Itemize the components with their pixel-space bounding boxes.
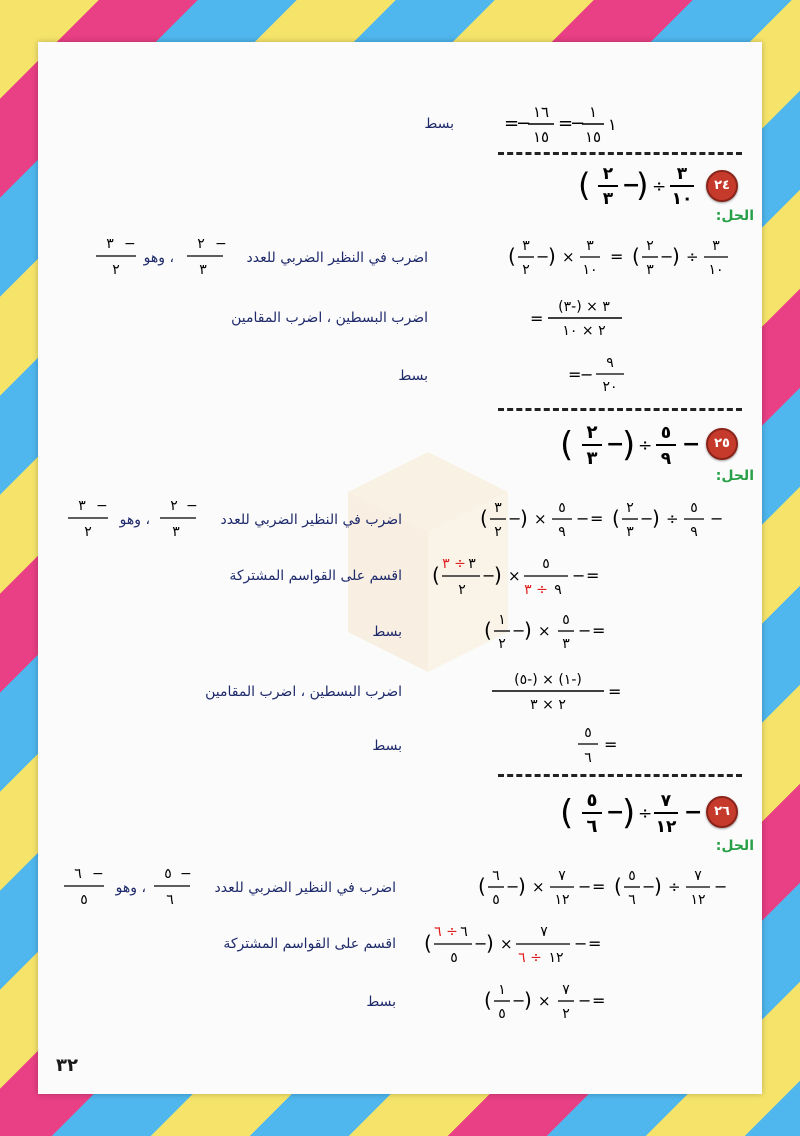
svg-text:−: − xyxy=(215,236,227,252)
svg-text:÷: ÷ xyxy=(686,248,699,266)
svg-text:−: − xyxy=(570,113,586,134)
problem-number-badge: ٢٥ xyxy=(706,428,738,460)
svg-text:٧: ٧ xyxy=(558,868,566,884)
svg-text:١٥: ١٥ xyxy=(584,128,602,146)
svg-text:(: ( xyxy=(478,874,486,898)
svg-text:١٢: ١٢ xyxy=(690,892,706,908)
svg-text:٢: ٢ xyxy=(602,164,614,184)
divider xyxy=(498,408,742,411)
svg-text:(: ( xyxy=(508,244,516,268)
svg-text:٣: ٣ xyxy=(626,524,634,540)
svg-text:): ) xyxy=(622,793,636,833)
svg-text:): ) xyxy=(672,244,680,268)
svg-text:): ) xyxy=(518,874,526,898)
svg-text:): ) xyxy=(548,244,556,268)
svg-text:): ) xyxy=(520,506,528,530)
svg-text:٣: ٣ xyxy=(586,448,598,469)
svg-text:=: = xyxy=(586,566,600,585)
svg-text:٦: ٦ xyxy=(628,892,636,908)
problem-question xyxy=(576,160,706,212)
svg-text:٢: ٢ xyxy=(170,498,178,514)
svg-text:٣: ٣ xyxy=(586,238,594,254)
svg-text:٥: ٥ xyxy=(164,866,172,882)
svg-text:(: ( xyxy=(560,793,574,833)
svg-text:١٠: ١٠ xyxy=(671,189,693,209)
solution-label: الحل: xyxy=(715,838,754,854)
svg-text:٣: ٣ xyxy=(468,556,476,572)
svg-text:١: ١ xyxy=(608,115,617,134)
svg-text:٩: ٩ xyxy=(554,582,562,598)
svg-text:×: × xyxy=(534,510,547,528)
svg-text:×: × xyxy=(532,878,545,896)
svg-text:٢ × ٣: ٢ × ٣ xyxy=(530,697,566,713)
equation xyxy=(428,550,628,602)
svg-text:÷: ÷ xyxy=(652,177,667,197)
svg-text:): ) xyxy=(622,425,636,465)
svg-text:): ) xyxy=(636,166,649,204)
svg-text:−: − xyxy=(124,236,136,252)
svg-text:٥: ٥ xyxy=(498,1006,506,1022)
svg-text:−: − xyxy=(684,800,703,825)
equation xyxy=(504,98,684,150)
svg-text:−: − xyxy=(572,566,586,585)
svg-text:٢: ٢ xyxy=(626,500,634,516)
equation xyxy=(476,494,746,544)
problem-number-badge: ٢٤ xyxy=(706,170,738,202)
svg-text:٢: ٢ xyxy=(646,238,654,254)
equation xyxy=(420,918,630,970)
svg-text:(: ( xyxy=(480,506,488,530)
svg-text:٣ ÷: ٣ ÷ xyxy=(524,582,548,598)
svg-text:١: ١ xyxy=(498,982,506,998)
svg-text:٧: ٧ xyxy=(562,982,570,998)
svg-text:=: = xyxy=(604,735,618,754)
step-note: اضرب البسطين ، اضرب المقامين xyxy=(205,684,402,700)
step-note-tail: ، وهو xyxy=(119,512,150,528)
svg-text:٢: ٢ xyxy=(197,236,205,252)
svg-text:(: ( xyxy=(484,988,492,1012)
svg-text:٧: ٧ xyxy=(694,868,702,884)
svg-text:=: = xyxy=(504,113,520,134)
worksheet-page xyxy=(38,42,762,1094)
svg-text:٣: ٣ xyxy=(646,262,654,278)
svg-text:−: − xyxy=(710,509,724,528)
svg-text:٣: ٣ xyxy=(676,164,688,184)
svg-text:−: − xyxy=(578,877,592,896)
svg-text:٣: ٣ xyxy=(78,498,86,514)
svg-text:−: − xyxy=(606,432,625,457)
svg-text:−: − xyxy=(512,991,526,1010)
note-fraction xyxy=(158,494,198,542)
svg-text:٥: ٥ xyxy=(450,950,458,966)
svg-text:−: − xyxy=(516,113,532,134)
problem-question xyxy=(558,418,706,472)
svg-text:٥: ٥ xyxy=(558,500,566,516)
svg-text:(: ( xyxy=(612,506,620,530)
svg-text:٢: ٢ xyxy=(494,524,502,540)
svg-text:=: = xyxy=(592,991,606,1010)
svg-text:): ) xyxy=(652,506,660,530)
step-note-tail: ، وهو xyxy=(115,880,146,896)
svg-text:): ) xyxy=(486,931,494,955)
svg-text:−: − xyxy=(642,877,656,896)
svg-text:٥: ٥ xyxy=(80,892,88,908)
svg-text:٦: ٦ xyxy=(74,866,82,882)
svg-text:٣: ٣ xyxy=(712,238,720,254)
step-note: اضرب في النظير الضربي للعدد xyxy=(214,880,396,896)
svg-text:٩: ٩ xyxy=(660,449,672,469)
svg-text:٢: ٢ xyxy=(498,636,506,652)
svg-text:=: = xyxy=(558,113,574,134)
svg-text:−: − xyxy=(508,509,522,528)
svg-text:٢ × ١٠: ٢ × ١٠ xyxy=(562,323,606,339)
svg-text:): ) xyxy=(524,618,532,642)
step-note: بسط xyxy=(372,624,402,640)
svg-text:×: × xyxy=(562,248,575,266)
svg-text:٧: ٧ xyxy=(540,924,548,940)
svg-text:١: ١ xyxy=(498,612,506,628)
svg-text:−: − xyxy=(96,498,108,514)
svg-text:−: − xyxy=(578,621,592,640)
svg-text:÷: ÷ xyxy=(668,878,681,896)
equation xyxy=(474,862,748,912)
svg-text:٣: ٣ xyxy=(199,262,207,278)
page-number: ٣٢ xyxy=(56,1055,78,1076)
divider xyxy=(498,152,742,155)
svg-text:٣: ٣ xyxy=(494,500,502,516)
svg-text:(: ( xyxy=(614,874,622,898)
svg-text:٢٠: ٢٠ xyxy=(602,379,618,395)
svg-text:٢: ٢ xyxy=(586,422,598,443)
svg-text:٥: ٥ xyxy=(562,612,570,628)
svg-text:٧: ٧ xyxy=(660,791,672,811)
svg-text:٦ ÷: ٦ ÷ xyxy=(518,950,542,966)
svg-text:١٢: ١٢ xyxy=(548,950,564,966)
svg-text:−: − xyxy=(606,800,625,825)
svg-text:٥: ٥ xyxy=(628,868,636,884)
svg-text:(٣-) × ٣: (٣-) × ٣ xyxy=(558,299,610,315)
equation xyxy=(564,350,644,398)
step-note: اقسم على القواسم المشتركة xyxy=(223,936,396,952)
svg-text:١٢: ١٢ xyxy=(655,817,677,837)
equation xyxy=(488,666,638,716)
svg-text:−: − xyxy=(580,365,594,384)
svg-text:(: ( xyxy=(424,931,432,955)
svg-text:−: − xyxy=(186,498,198,514)
svg-text:٦ ÷: ٦ ÷ xyxy=(434,924,458,940)
svg-text:−: − xyxy=(578,991,592,1010)
svg-text:٦: ٦ xyxy=(166,892,174,908)
svg-text:=: = xyxy=(590,509,604,528)
svg-text:=: = xyxy=(592,877,606,896)
svg-text:−: − xyxy=(576,509,590,528)
svg-text:١٥: ١٥ xyxy=(532,128,550,146)
svg-text:(٥-) × (١-): (٥-) × (١-) xyxy=(514,672,582,688)
svg-text:٢: ٢ xyxy=(522,262,530,278)
step-note: بسط xyxy=(398,368,428,384)
step-note: اضرب في النظير الضربي للعدد xyxy=(220,512,402,528)
svg-text:×: × xyxy=(538,992,551,1010)
svg-text:−: − xyxy=(482,566,496,585)
step-note: بسط xyxy=(424,116,454,132)
step-note-tail: ، وهو xyxy=(143,250,174,266)
svg-text:٣: ٣ xyxy=(172,524,180,540)
svg-text:٥: ٥ xyxy=(660,423,672,443)
equation xyxy=(574,720,634,768)
svg-text:٢: ٢ xyxy=(458,582,466,598)
problem-number-badge: ٢٦ xyxy=(706,796,738,828)
equation xyxy=(480,976,630,1026)
svg-text:(: ( xyxy=(560,425,574,465)
svg-text:٥: ٥ xyxy=(584,725,592,741)
svg-text:(: ( xyxy=(632,244,640,268)
svg-text:×: × xyxy=(500,935,513,953)
svg-text:٦: ٦ xyxy=(586,816,598,837)
svg-text:٣: ٣ xyxy=(522,238,530,254)
note-fraction xyxy=(62,862,106,910)
svg-text:=: = xyxy=(568,365,582,384)
svg-text:(: ( xyxy=(578,166,591,204)
svg-text:٩: ٩ xyxy=(690,524,698,540)
svg-text:٣: ٣ xyxy=(602,189,614,209)
note-fraction xyxy=(152,862,192,910)
svg-text:٥: ٥ xyxy=(492,892,500,908)
svg-text:): ) xyxy=(494,563,502,587)
step-note: اضرب في النظير الضربي للعدد xyxy=(246,250,428,266)
equation xyxy=(526,294,646,342)
svg-text:÷: ÷ xyxy=(638,436,653,456)
svg-text:): ) xyxy=(654,874,662,898)
svg-text:−: − xyxy=(682,432,701,457)
svg-text:−: − xyxy=(640,509,654,528)
note-fraction xyxy=(66,494,110,542)
svg-text:١٢: ١٢ xyxy=(554,892,570,908)
divider xyxy=(498,774,742,777)
svg-text:٦: ٦ xyxy=(584,750,592,766)
svg-text:): ) xyxy=(524,988,532,1012)
note-fraction xyxy=(183,232,225,280)
svg-text:٩: ٩ xyxy=(558,524,566,540)
svg-text:−: − xyxy=(660,247,674,266)
svg-text:−: − xyxy=(506,877,520,896)
step-note: اضرب البسطين ، اضرب المقامين xyxy=(231,310,428,326)
svg-text:×: × xyxy=(508,567,521,585)
svg-text:٣ ÷: ٣ ÷ xyxy=(442,556,466,572)
svg-text:−: − xyxy=(714,877,728,896)
svg-text:=: = xyxy=(610,247,624,266)
svg-text:−: − xyxy=(180,866,192,882)
svg-text:٣: ٣ xyxy=(106,236,114,252)
svg-text:٢: ٢ xyxy=(112,262,120,278)
svg-text:٦: ٦ xyxy=(492,868,500,884)
equation xyxy=(504,232,754,282)
svg-text:٢: ٢ xyxy=(562,1006,570,1022)
svg-text:١٠: ١٠ xyxy=(708,262,724,278)
solution-label: الحل: xyxy=(715,468,754,484)
svg-text:٥: ٥ xyxy=(690,500,698,516)
svg-text:−: − xyxy=(574,934,588,953)
step-note: اقسم على القواسم المشتركة xyxy=(229,568,402,584)
step-note: بسط xyxy=(366,994,396,1010)
svg-text:(: ( xyxy=(484,618,492,642)
svg-text:١٦: ١٦ xyxy=(532,103,550,121)
svg-text:−: − xyxy=(622,173,641,198)
svg-text:٢: ٢ xyxy=(84,524,92,540)
solution-label: الحل: xyxy=(715,208,754,224)
svg-text:−: − xyxy=(474,934,488,953)
svg-text:٥: ٥ xyxy=(542,556,550,572)
svg-text:=: = xyxy=(592,621,606,640)
svg-text:٩: ٩ xyxy=(606,355,614,371)
svg-text:−: − xyxy=(536,247,550,266)
svg-text:−: − xyxy=(512,621,526,640)
svg-text:=: = xyxy=(530,309,544,328)
step-note: بسط xyxy=(372,738,402,754)
svg-text:١: ١ xyxy=(588,103,598,121)
svg-text:=: = xyxy=(608,682,622,701)
svg-text:=: = xyxy=(588,934,602,953)
note-fraction xyxy=(94,232,138,280)
svg-text:÷: ÷ xyxy=(638,804,653,824)
svg-text:٣: ٣ xyxy=(562,636,570,652)
svg-text:٥: ٥ xyxy=(586,790,598,811)
equation xyxy=(480,606,630,656)
svg-text:×: × xyxy=(538,622,551,640)
svg-text:−: − xyxy=(92,866,104,882)
problem-question xyxy=(558,786,706,840)
svg-text:١٠: ١٠ xyxy=(582,262,598,278)
svg-text:÷: ÷ xyxy=(666,510,679,528)
svg-text:(: ( xyxy=(432,563,440,587)
svg-text:٦: ٦ xyxy=(460,924,468,940)
